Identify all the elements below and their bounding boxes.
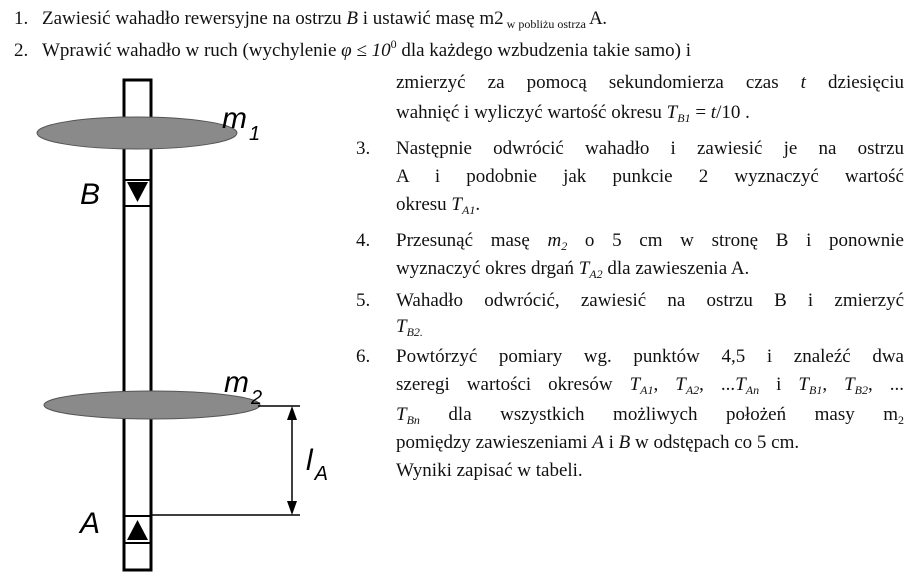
pendulum-rod — [124, 80, 151, 570]
item-3-line-3: okresu $T_{A1}$. — [396, 194, 481, 217]
item-3-number: 3. — [356, 138, 371, 159]
item-5-line-1: Wahadło odwrócić, zawiesić na ostrzu B i zmierzyć — [396, 290, 904, 311]
item-5-number: 5. — [356, 290, 371, 311]
item-4-line-2: wyznaczyć okres drgań $T_{A2}$ dla zawieszenia A. — [396, 258, 750, 281]
label-m1: m $_1$ — [222, 102, 261, 145]
item-6-line-5: Wyniki zapisać w tabeli. — [396, 460, 583, 481]
item-6-number: 6. — [356, 346, 371, 367]
item-1-number: 1. — [14, 8, 29, 29]
item-2-text: Wprawić wahadło w ruch (wychylenie $\varphi \le 10^0$ dla każdego wzbudzenia takie samo) i — [42, 37, 691, 61]
label-a: A — [80, 507, 101, 540]
item-5-line-2: $T_{B2.}$ — [396, 316, 423, 339]
item-6-line-4: pomiędzy zawieszeniami A i B w odstępach co 5 cm. — [396, 432, 800, 453]
dim-arrow-head-top — [287, 406, 297, 420]
item-4-line-1: Przesunąć masę $m_2$ o 5 cm w stronę B i ponownie — [396, 230, 904, 253]
label-b: B — [80, 178, 101, 211]
item-3-line-1: Następnie odwrócić wahadło i zawiesić je na ostrzu — [396, 138, 904, 159]
label-l-a: l $_A$ — [306, 444, 329, 485]
pendulum-diagram — [0, 0, 360, 574]
item-1-text: Zawiesić wahadło rewersyjne na ostrzu B i ustawić masę m2 $_{w pobliżu ostrza}$ A. — [42, 8, 608, 31]
item-6-line-2: szeregi wartości okresów $T_{A1}$, $T_{A2}$, $...T_{An}$ i $T_{B1}$, $T_{B2}$, ... — [396, 374, 905, 397]
item-4-number: 4. — [356, 230, 371, 251]
label-m2: m $_2$ — [224, 366, 263, 409]
item-2-continued-line-1: zmierzyć za pomocą sekundomierza czas t dziesięciu — [396, 72, 904, 93]
item-2-number: 2. — [14, 40, 29, 61]
item-3-line-2: A i podobnie jak punkcie 2 wyznaczyć wartość — [396, 166, 904, 187]
mass-m1-disk — [37, 117, 237, 149]
item-6-line-3: $T_{Bn}$ dla wszystkich możliwych położeń masy $m_2$ — [396, 404, 904, 427]
dim-arrow-head-bottom — [287, 501, 297, 515]
item-2-continued-line-2: wahnięć i wyliczyć wartość okresu $T_{B1} = t/10$ . — [396, 102, 750, 125]
item-6-line-1: Powtórzyć pomiary wg. punktów 4,5 i znaleźć dwa — [396, 346, 904, 367]
